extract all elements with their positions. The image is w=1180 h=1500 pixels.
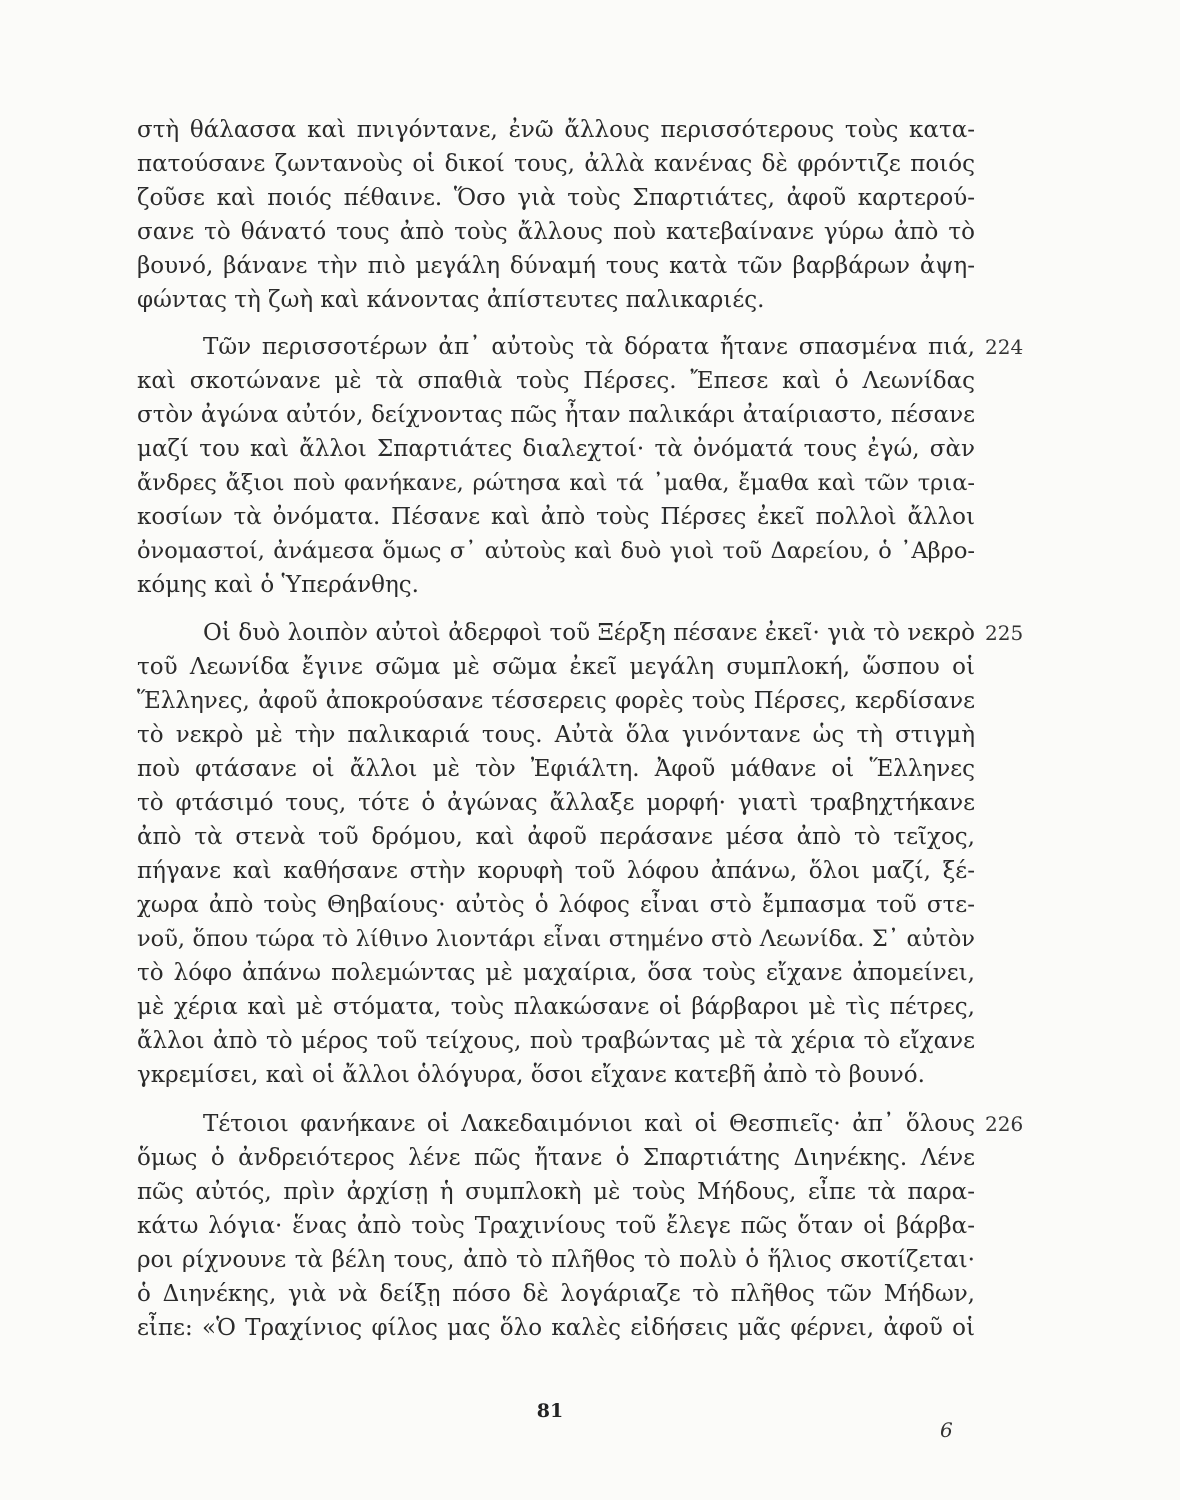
text-line: ἀπὸ τὰ στενὰ τοῦ δρόμου, καὶ ἀφοῦ περάσανε μέσα ἀπὸ τὸ τεῖχος, <box>137 824 975 850</box>
text-line: τοῦ Λεωνίδα ἔγινε σῶμα μὲ σῶμα ἐκεῖ μεγάλη συμπλοκή, ὥσπου οἱ <box>137 654 975 680</box>
text-line: κοσίων τὰ ὀνόματα. Πέσανε καὶ ἀπὸ τοὺς Πέρσες ἐκεῖ πολλοὶ ἄλλοι <box>137 504 975 530</box>
page-number: 81 <box>536 1400 564 1422</box>
text-line: τὸ λόφο ἀπάνω πολεμώντας μὲ μαχαίρια, ὅσα τοὺς εἴχανε ἀπομείνει, <box>137 960 975 986</box>
text-line: ποὺ φτάσανε οἱ ἄλλοι μὲ τὸν Ἐφιάλτη. Ἀφοῦ μάθανε οἱ Ἕλληνες <box>137 756 975 782</box>
text-line: Τέτοιοι φανήκανε οἱ Λακεδαιμόνιοι καὶ οἱ Θεσπιεῖς· ἀπ᾿ ὅλους <box>203 1111 975 1137</box>
text-line: σανε τὸ θάνατό τους ἀπὸ τοὺς ἄλλους ποὺ κατεβαίνανε γύρω ἀπὸ τὸ <box>137 219 975 245</box>
text-line: κάτω λόγια· ἕνας ἀπὸ τοὺς Τραχινίους τοῦ ἔλεγε πῶς ὅταν οἱ βάρβα- <box>137 1213 975 1239</box>
text-line: τὸ φτάσιμό τους, τότε ὁ ἀγώνας ἄλλαξε μορφή· γιατὶ τραβηχτήκανε <box>137 790 975 816</box>
text-line: κόμης καὶ ὁ Ὑπεράνθης. <box>137 572 419 598</box>
text-line: ἄλλοι ἀπὸ τὸ μέρος τοῦ τείχους, ποὺ τραβώντας μὲ τὰ χέρια τὸ εἴχανε <box>137 1028 975 1054</box>
text-line: γκρεμίσει, καὶ οἱ ἄλλοι ὁλόγυρα, ὅσοι εἴχανε κατεβῆ ἀπὸ τὸ βουνό. <box>137 1062 925 1088</box>
text-line: Οἱ δυὸ λοιπὸν αὐτοὶ ἀδερφοὶ τοῦ Ξέρξη πέσανε ἐκεῖ· γιὰ τὸ νεκρὸ <box>203 620 975 646</box>
text-line: ροι ρίχνουνε τὰ βέλη τους, ἀπὸ τὸ πλῆθος τὸ πολὺ ὁ ἥλιος σκοτίζεται· <box>137 1247 975 1273</box>
text-line: τὸ νεκρὸ μὲ τὴν παλικαριά τους. Αὐτὰ ὅλα γινόντανε ὡς τὴ στιγμὴ <box>137 722 975 748</box>
text-line: πατούσανε ζωντανοὺς οἱ δικοί τους, ἀλλὰ κανένας δὲ φρόντιζε ποιός <box>137 151 975 177</box>
text-line: μὲ χέρια καὶ μὲ στόματα, τοὺς πλακώσανε οἱ βάρβαροι μὲ τὶς πέτρες, <box>137 994 975 1020</box>
text-line: ὁ Διηνέκης, γιὰ νὰ δείξῃ πόσο δὲ λογάριαζε τὸ πλῆθος τῶν Μήδων, <box>137 1281 975 1307</box>
text-line: εἶπε: «Ὁ Τραχίνιος φίλος μας ὅλο καλὲς εἰδήσεις μᾶς φέρνει, ἀφοῦ οἱ <box>137 1315 975 1341</box>
text-line: πήγανε καὶ καθήσανε στὴν κορυφὴ τοῦ λόφου ἀπάνω, ὅλοι μαζί, ξέ- <box>137 858 975 884</box>
text-line: Τῶν περισσοτέρων ἀπ᾿ αὐτοὺς τὰ δόρατα ἤτανε σπασμένα πιά, <box>203 334 975 360</box>
text-line: στὴ θάλασσα καὶ πνιγόντανε, ἐνῶ ἄλλους περισσότερους τοὺς κατα- <box>137 117 975 143</box>
text-line: πῶς αὐτός, πρὶν ἀρχίσῃ ἡ συμπλοκὴ μὲ τοὺς Μήδους, εἶπε τὰ παρα- <box>137 1179 975 1205</box>
text-line: στὸν ἀγώνα αὐτόν, δείχνοντας πῶς ἦταν παλικάρι ἀταίριαστο, πέσανε <box>137 402 975 428</box>
text-line: καὶ σκοτώνανε μὲ τὰ σπαθιὰ τοὺς Πέρσες. Ἔπεσε καὶ ὁ Λεωνίδας <box>137 368 975 394</box>
text-line: ζοῦσε καὶ ποιός πέθαινε. Ὅσο γιὰ τοὺς Σπαρτιάτες, ἀφοῦ καρτερού- <box>137 185 975 211</box>
text-line: ὅμως ὁ ἀνδρειότερος λένε πῶς ἤτανε ὁ Σπαρτιάτης Διηνέκης. Λένε <box>137 1145 975 1171</box>
text-line: μαζί του καὶ ἄλλοι Σπαρτιάτες διαλεχτοί· τὰ ὀνόματά τους ἐγώ, σὰν <box>137 436 975 462</box>
text-line: ὀνομαστοί, ἀνάμεσα ὅμως σ᾿ αὐτοὺς καὶ δυὸ γιοὶ τοῦ Δαρείου, ὁ ᾿Αβρο- <box>137 538 975 564</box>
text-line: φώντας τὴ ζωὴ καὶ κάνοντας ἀπίστευτες παλικαριές. <box>137 287 765 313</box>
signature-mark: 6 <box>940 1418 953 1442</box>
text-line: Ἕλληνες, ἀφοῦ ἀποκρούσανε τέσσερεις φορὲς τοὺς Πέρσες, κερδίσανε <box>137 688 975 714</box>
text-line: νοῦ, ὅπου τώρα τὸ λίθινο λιοντάρι εἶναι στημένο στὸ Λεωνίδα. Σ᾿ αὐτὸν <box>137 926 975 952</box>
margin-section-number: 224 <box>985 335 1024 359</box>
text-line: βουνό, βάνανε τὴν πιὸ μεγάλη δύναμή τους κατὰ τῶν βαρβάρων ἀψη- <box>137 253 975 279</box>
margin-section-number: 225 <box>985 621 1024 645</box>
text-line: χωρα ἀπὸ τοὺς Θηβαίους· αὐτὸς ὁ λόφος εἶναι στὸ ἔμπασμα τοῦ στε- <box>137 892 975 918</box>
text-line: ἄνδρες ἄξιοι ποὺ φανήκανε, ρώτησα καὶ τά ᾿μαθα, ἔμαθα καὶ τῶν τρια- <box>137 470 975 496</box>
margin-section-number: 226 <box>985 1112 1024 1136</box>
